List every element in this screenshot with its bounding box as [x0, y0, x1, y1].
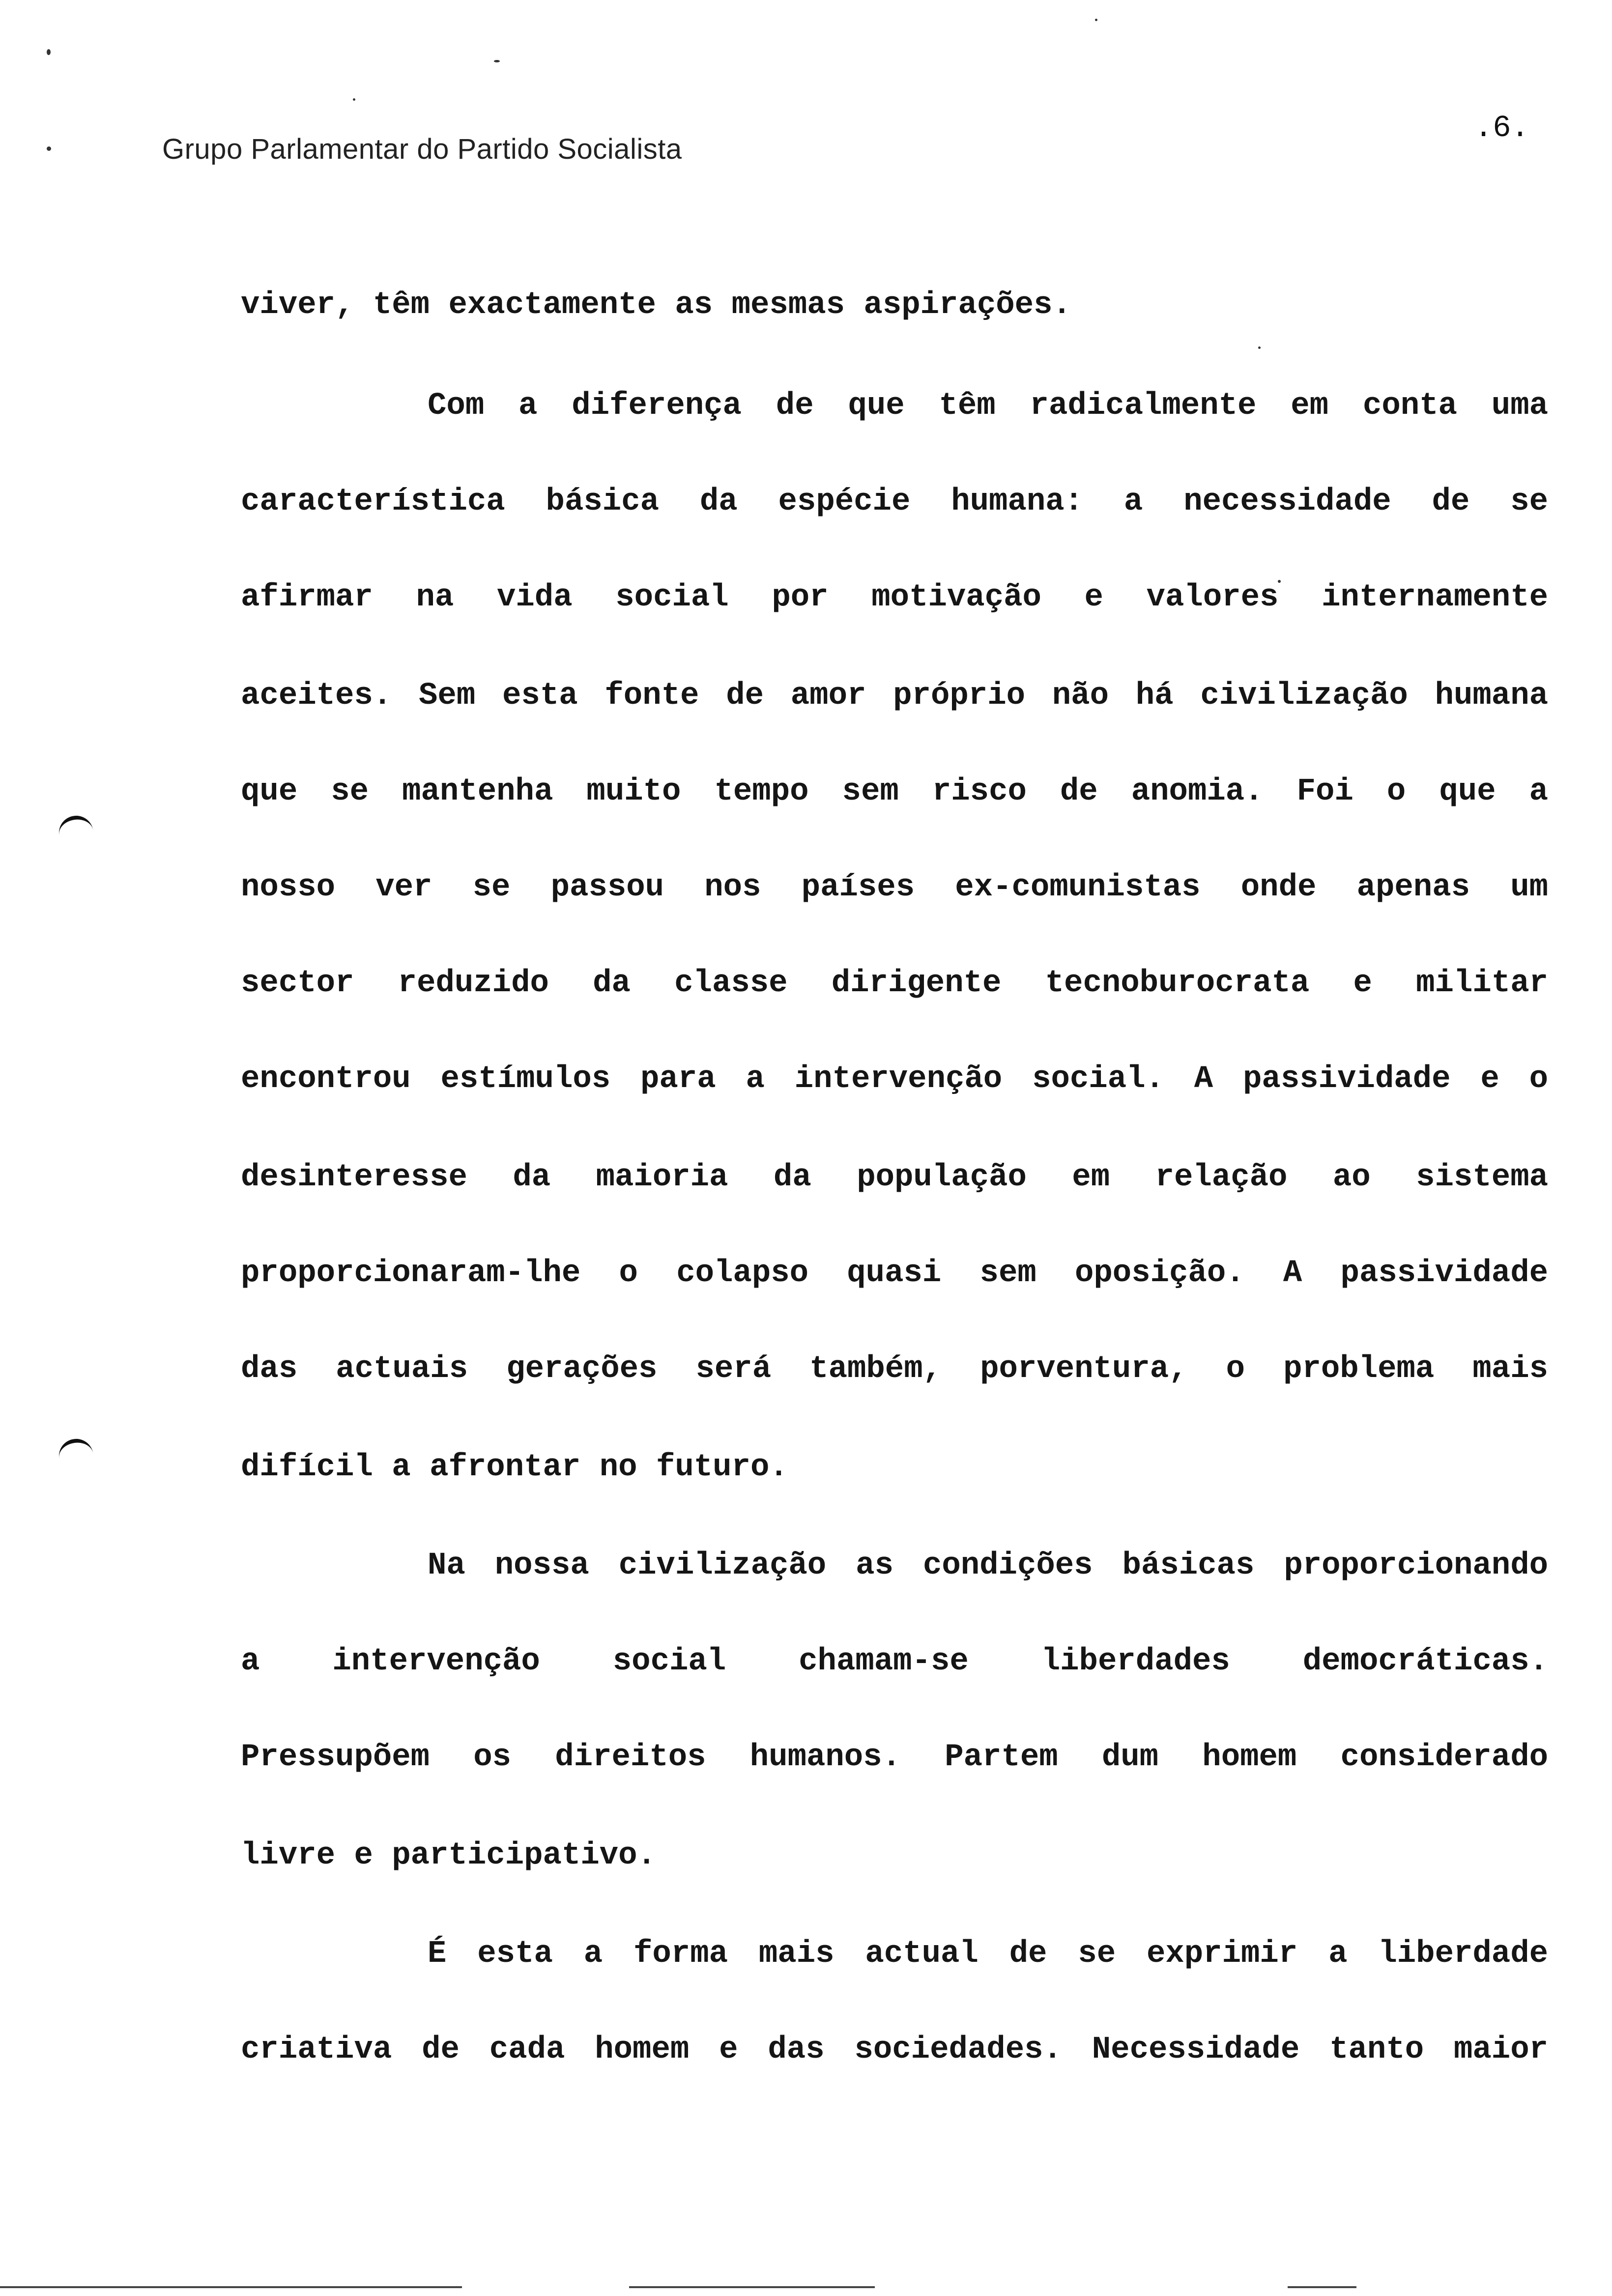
body-line: Com a diferença de que têm radicalmente em conta uma	[428, 388, 1548, 424]
scan-speck	[353, 98, 355, 101]
body-line: sector reduzido da classe dirigente tecnoburocrata e militar	[241, 966, 1548, 1001]
body-line: afirmar na vida social por motivação e valores internamente	[241, 580, 1548, 615]
scan-mark	[57, 813, 93, 838]
bottom-scan-edge	[629, 2286, 875, 2288]
scan-speck	[47, 146, 51, 151]
scan-mark	[57, 1436, 93, 1462]
scan-speck	[1258, 346, 1261, 349]
header-organization: Grupo Parlamentar do Partido Socialista	[162, 133, 682, 165]
scan-speck	[1095, 19, 1097, 21]
body-line: que se mantenha muito tempo sem risco de anomia. Foi o que a	[241, 774, 1548, 809]
body-line: das actuais gerações será também, porventura, o problema mais	[241, 1351, 1548, 1387]
body-line: livre e participativo.	[241, 1838, 656, 1873]
page-number: .6.	[1474, 111, 1529, 145]
body-line: característica básica da espécie humana: a necessidade de se	[241, 484, 1548, 519]
body-line: proporcionaram-lhe o colapso quasi sem oposição. A passividade	[241, 1256, 1548, 1291]
body-line: viver, têm exactamente as mesmas aspirações.	[241, 287, 1071, 323]
body-line: desinteresse da maioria da população em relação ao sistema	[241, 1160, 1548, 1195]
scan-speck	[47, 49, 51, 55]
body-line: Pressupõem os direitos humanos. Partem dum homem considerado	[241, 1740, 1548, 1775]
body-line: encontrou estímulos para a intervenção social. A passividade e o	[241, 1062, 1548, 1097]
body-line: É esta a forma mais actual de se exprimir a liberdade	[428, 1936, 1548, 1972]
bottom-scan-edge	[0, 2286, 462, 2288]
body-line: a intervenção social chamam-se liberdades democráticas.	[241, 1644, 1548, 1679]
scan-speck	[494, 60, 500, 62]
bottom-scan-edge	[1288, 2286, 1356, 2288]
body-line: criativa de cada homem e das sociedades. Necessidade tanto maior	[241, 2032, 1548, 2067]
body-line: nosso ver se passou nos países ex-comunistas onde apenas um	[241, 870, 1548, 905]
body-line: Na nossa civilização as condições básicas proporcionando	[428, 1548, 1548, 1583]
body-line: difícil a afrontar no futuro.	[241, 1450, 788, 1485]
body-line: aceites. Sem esta fonte de amor próprio não há civilização humana	[241, 678, 1548, 714]
